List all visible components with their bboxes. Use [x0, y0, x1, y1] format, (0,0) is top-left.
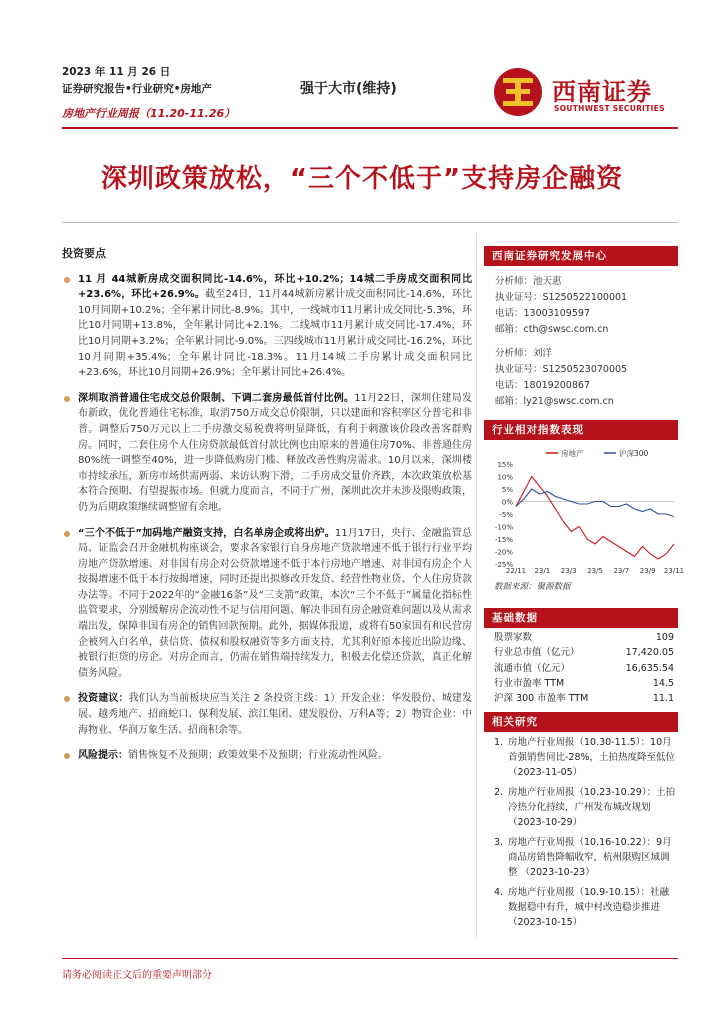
title-divider — [62, 222, 678, 223]
analyst-name: 分析师：池天惠 — [495, 276, 562, 287]
x-tick-label: 23/7 — [613, 567, 630, 575]
bullet-item — [62, 272, 472, 381]
x-tick-label: 23/3 — [560, 567, 577, 575]
analyst-cert: 执业证号：S1250522100001 — [495, 292, 628, 303]
header-divider — [62, 127, 678, 129]
x-tick-label: 22/11 — [505, 567, 527, 575]
table-row: 行业市盈率 TTM 14.5 — [494, 677, 674, 689]
bullet-item — [62, 748, 472, 764]
analyst-name: 分析师：刘洋 — [495, 348, 553, 359]
logo-text-en: SOUTHWEST SECURITIES — [554, 104, 665, 113]
report-category: 证券研究报告•行业研究•房地产 — [62, 83, 212, 95]
related-research-list — [494, 735, 678, 935]
x-tick-label: 23/1 — [534, 567, 551, 575]
analyst-phone: 电话：18019200867 — [495, 380, 590, 391]
bullet-bold: “三个不低于”加码地产融资支持，白名单房企或将出炉。 — [78, 527, 335, 539]
analyst-block — [495, 346, 627, 410]
y-tick-label: -5% — [499, 511, 513, 519]
page-title: 深圳政策放松，“三个不低于”支持房企融资 — [100, 164, 624, 194]
list-item[interactable]: 1. 房地产行业周报（10.30-11.5）：10月首强销售同比-28%，土拍热度降至低位 （2023-11-05） — [494, 737, 676, 778]
bullet-bold: 投资建议： — [78, 693, 129, 705]
basic-data-header: 基础数据 — [484, 608, 678, 628]
table-row: 股票家数 109 — [494, 632, 674, 643]
series-line-沪深300 — [516, 489, 674, 517]
analyst-phone: 电话：13003109597 — [495, 308, 590, 319]
x-tick-label: 23/11 — [663, 567, 685, 575]
y-tick-label: 0% — [501, 498, 513, 507]
x-tick-label: 23/5 — [587, 567, 603, 575]
relative-index-chart — [486, 444, 685, 576]
y-tick-label: -15% — [494, 536, 513, 544]
analyst-email[interactable]: 邮箱：cth@swsc.com.cn — [495, 324, 609, 335]
bullet-item — [62, 526, 472, 682]
footer-disclaimer: 请务必阅读正文后的重要声明部分 — [62, 970, 212, 981]
bullet-text: 11月22日，深圳住建局发布新政，优化普通住宅标准，取消750万成交总价限制，只以建面和容积率区分普宅和非普。调整后750万元以上二手房激交易税费将明显降低，有利于刺激该价段改善客群购房。同时，二套住房个人住房贷款最低首付款比例也由原来的普通住房70%、非普通住房80%统一调整至40%，进一步降低购房门槛、释放改善性购房需求。10月以来，深圳楼市持续承压，新房市场供需两弱、来访认购下滑，二手房成交量价齐跌，本次政策放松基本符合预期、有望提振市场。但就力度而言，不同于广州，深圳此次并未涉及限购政策，仍为后期政策继续调整留有余地。 — [78, 392, 473, 513]
chart-source: 数据来源：聚源数据 — [494, 582, 571, 592]
column-divider — [476, 234, 477, 938]
y-tick-label: -20% — [494, 548, 513, 557]
y-tick-label: 15% — [497, 461, 513, 469]
report-weekly-label: 房地产行业周报（11.20-11.26） — [62, 107, 236, 120]
chart-header: 行业相对指数表现 — [484, 420, 678, 440]
y-tick-label: -10% — [494, 523, 513, 532]
company-logo — [492, 62, 682, 124]
logo-emblem-icon — [492, 66, 544, 118]
related-research-header: 相关研究 — [484, 712, 678, 732]
bullet-bold: 深圳取消普通住宅成交总价限制、下调二套房最低首付比例。 — [78, 392, 355, 404]
y-tick-label: -25% — [494, 561, 513, 569]
series-line-房地产 — [516, 477, 674, 560]
table-row: 沪深 300 市盈率 TTM 11.1 — [494, 693, 674, 705]
investment-highlights — [62, 246, 472, 774]
bullet-text: 销售恢复不及预期；政策效果不及预期；行业流动性风险。 — [128, 750, 388, 762]
y-tick-label: 5% — [501, 486, 513, 494]
list-item[interactable]: 3. 房地产行业周报（10.16-10.22）：9月商品房销售降幅收窄，杭州限购区域调整 （2023-10-23） — [494, 837, 672, 878]
y-tick-label: 10% — [497, 473, 513, 482]
research-center-header: 西南证券研究发展中心 — [484, 246, 678, 266]
bullet-bold: 风险提示： — [78, 750, 128, 762]
analyst-cert: 执业证号：S1250523070005 — [495, 364, 628, 375]
bullet-text: 我们认为当前板块应当关注 2 条投资主线：1）开发企业：华发股份、城建发展、越秀地产、招商蛇口、保利发展、滨江集团、建发股份、万科A等；2）物管企业：中海物业、华润万象生活、招商积余等。 — [78, 693, 472, 736]
list-item[interactable]: 2. 房地产行业周报（10.23-10.29）：土拍冷热分化持续，广州发布城改规划 （2023-10-29） — [494, 787, 676, 828]
basic-data-table — [494, 630, 674, 706]
bullet-text: 截至24日，11月44城新房累计成交面积同比-14.6%，环比10月同期+10.2%；全年累计同比-8.9%。其中，一线城市11月累计成交同比-5.3%，环比10月同期+13.8%，全年累计同比+2.1%。二线城市11月累计成交同比-17.4%，环比10月同期+3.2%；全年累计同比-9.0%。三四线城市11月累计成交同比-16.2%，环比10月同期+35.4%；全年累计同比-18.3%。11月14城二手房累计成交面积同比+23.6%，环比10月同期+26.9%；全年累计同比+26.4%。 — [78, 289, 472, 379]
x-tick-label: 23/9 — [639, 567, 656, 575]
analyst-block — [495, 274, 627, 338]
legend-label: 沪深300 — [619, 449, 649, 458]
legend-label: 房地产 — [561, 449, 584, 458]
analyst-email[interactable]: 邮箱：ly21@swsc.com.cn — [495, 396, 614, 407]
section-heading: 投资要点 — [62, 247, 106, 260]
report-date: 2023 年 11 月 26 日 — [62, 66, 171, 78]
bullet-text: 11月17日，央行、金融监管总局、证监会召开金融机构座谈会，要求各家银行自身房地产贷款增速不低于银行行业平均房地产贷款增速、对非国有房企对公贷款增速不低于本行房地产增速、对非国有房企个人按揭增速不低于本行按揭增速，同时还提出拟修改开发贷、经营性物业贷、个人住房贷款办法等。不同于2022年的“金融16条”及“三支箭”政策，本次“三个不低于”属量化指标性监管要求，分别缓解房企流动性不足与信用问题、解决非国有房企融资难问题以及从需求端出发，保障非国有房企的销售回款预期。此外，据媒体报道，或将有50家国有和民营房企被列入白名单，获信贷、债权和股权融资等多方面支持，尤其利好原本接近出险边缘、被银行拒贷的房企。对房企而言，仍需在销售端持续发力，积极去化偿还贷款，真正化解债务风险。 — [78, 527, 472, 679]
list-item[interactable]: 4. 房地产行业周报（10.9-10.15）：社融数据稳中有升，城中村改造稳步推进 （2023-10-15） — [494, 887, 670, 928]
bullet-item — [62, 391, 472, 516]
logo-text-cn: 西南证券 — [552, 77, 652, 106]
industry-rating: 强于大市(维持) — [300, 81, 397, 97]
bullet-bold: 11 月 44城新房成交面积同比-14.6%，环比+10.2%；14城二手房成交面积同比+23.6%，环比+26.9%。 — [78, 273, 472, 301]
bullet-item — [62, 691, 472, 738]
table-row: 行业总市值（亿元） 17,420.05 — [494, 647, 674, 659]
table-row: 流通市值（亿元） 16,635.54 — [494, 662, 674, 674]
footer-divider — [62, 958, 678, 959]
